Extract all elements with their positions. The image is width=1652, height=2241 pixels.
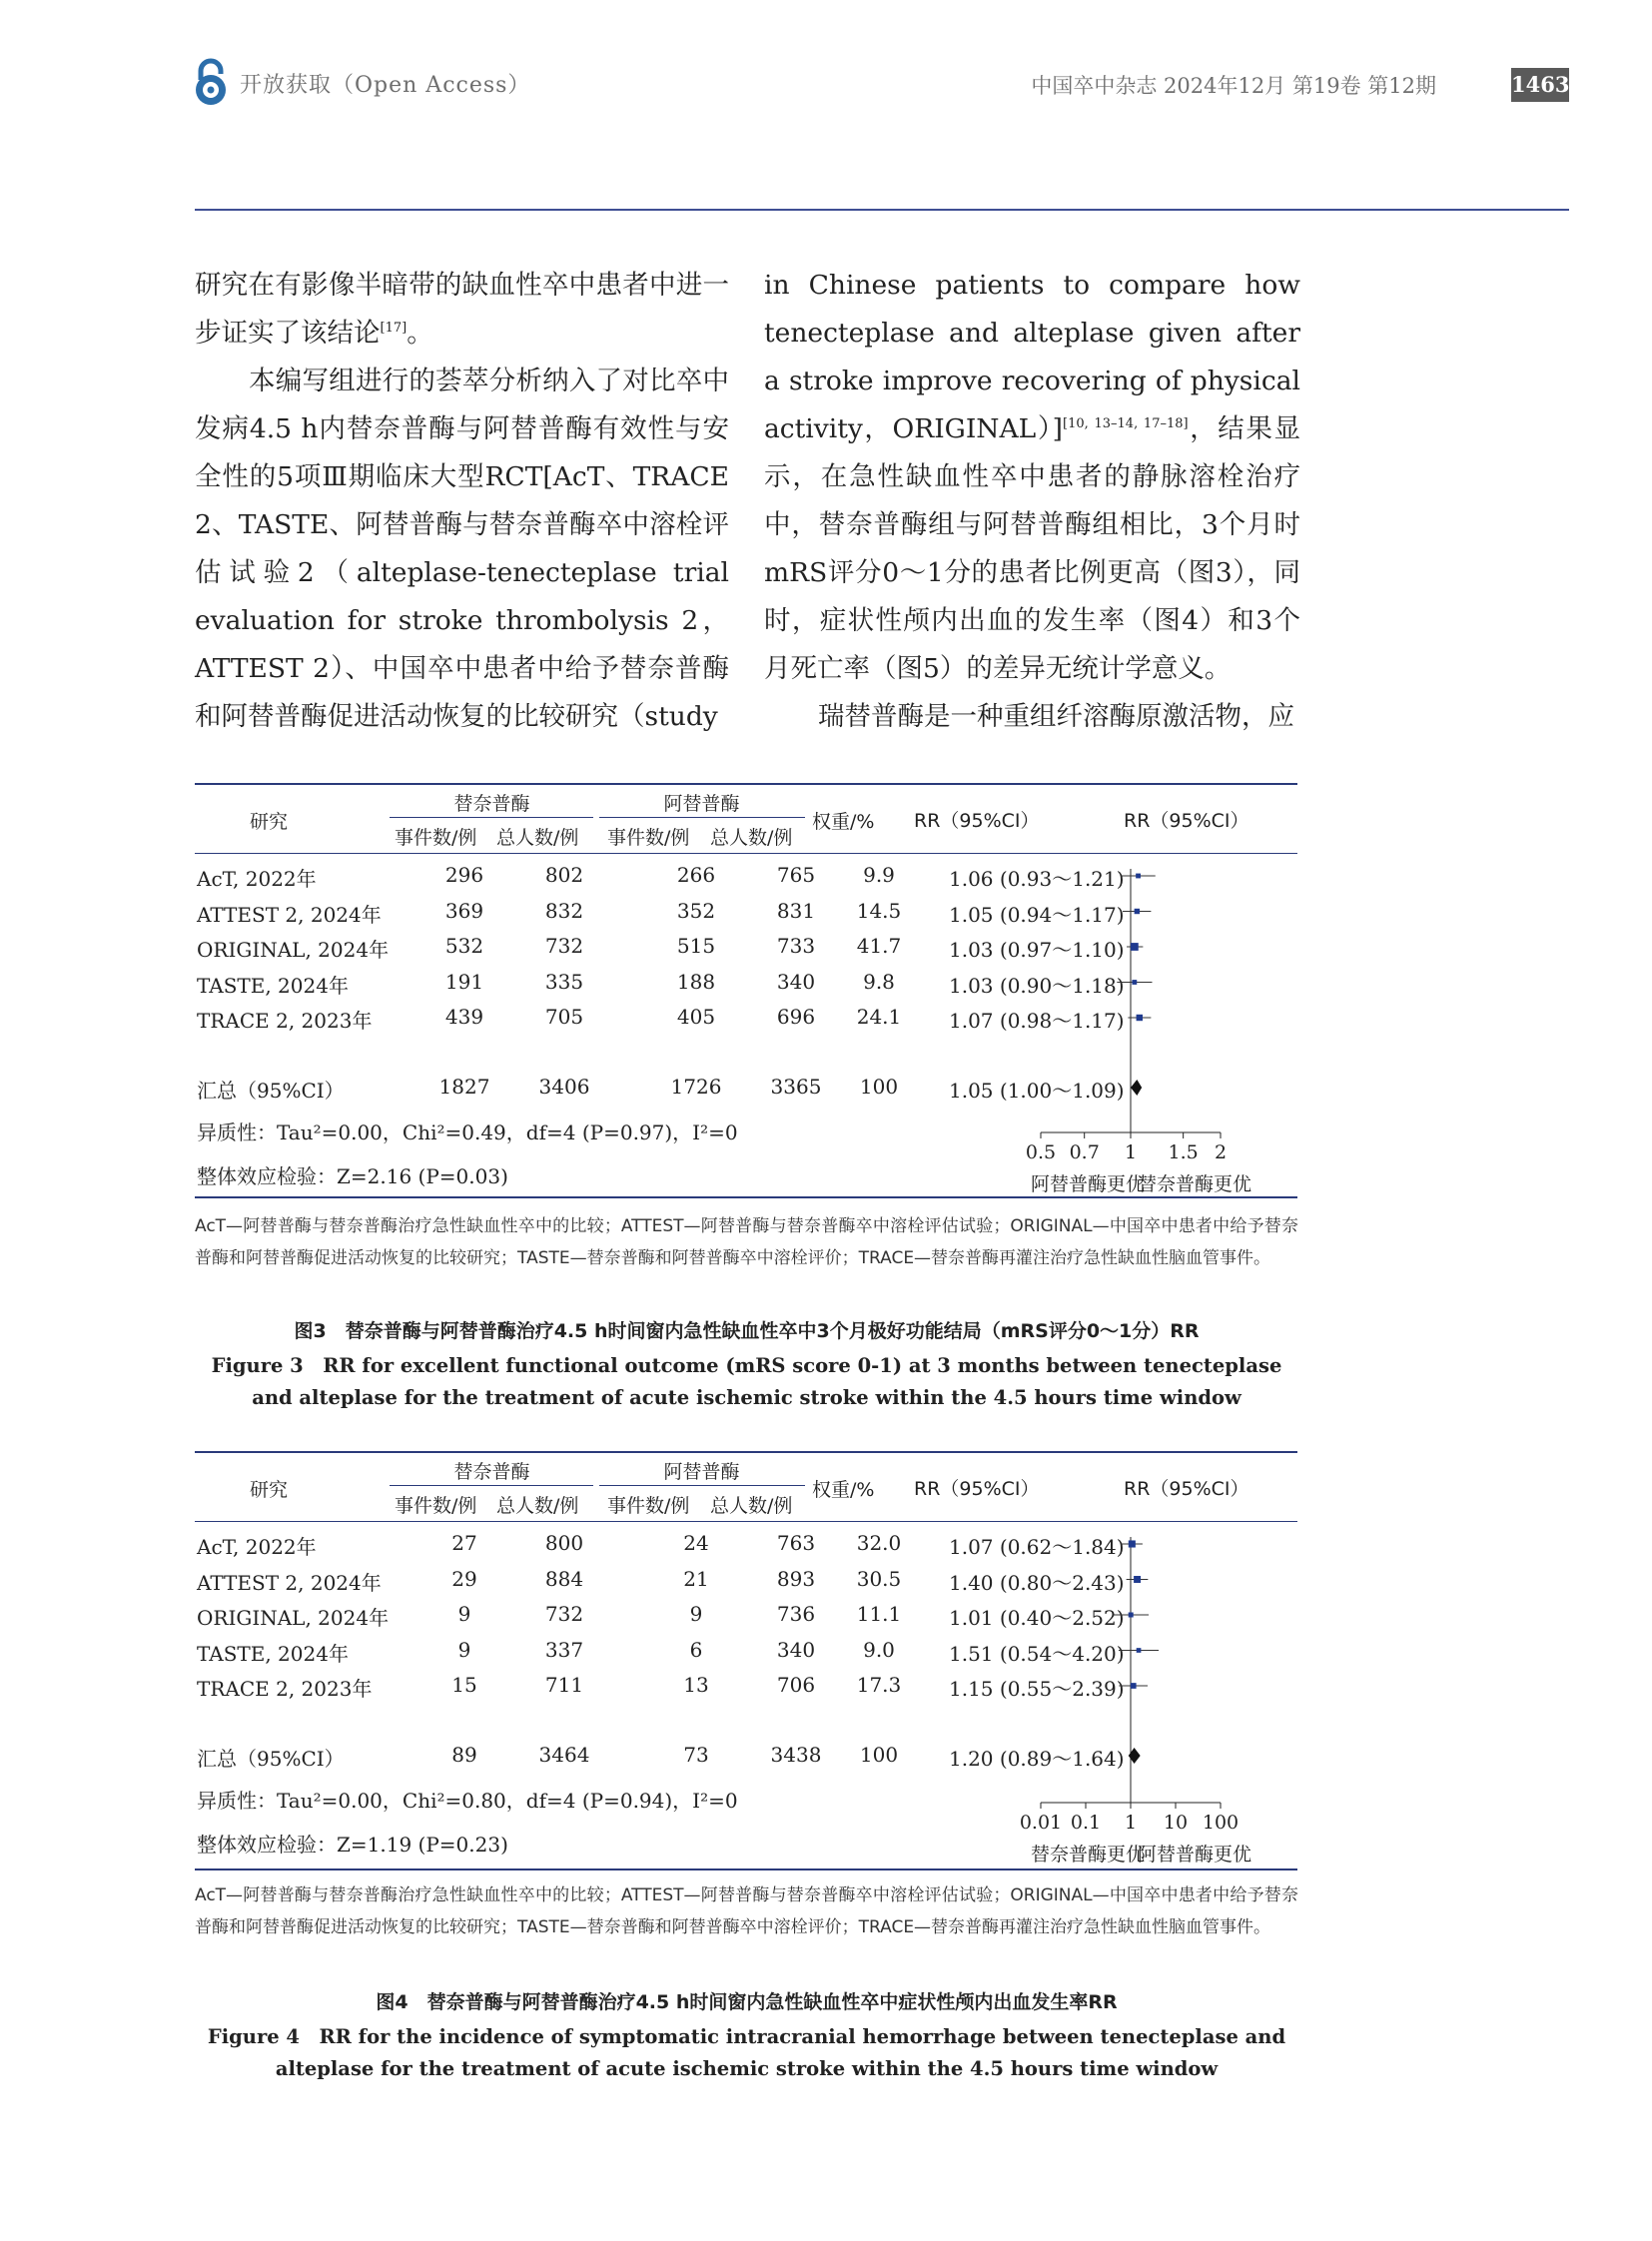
total-group1: 3464 [538,1743,590,1767]
figure-4-caption-cn: 图4 替奈普酶与阿替普酶治疗4.5 h时间窗内急性缺血性卒中症状性颅内出血发生率RR [376,1991,1118,2013]
column-header-group1: 替奈普酶 [453,793,530,815]
heterogeneity-stats: 异质性：Tau²=0.00，Chi²=0.49，df=4 (P=0.97)，I²=0 [197,1120,738,1144]
favors-right-label: 阿替普酶更优 [1138,1844,1252,1866]
events-group2: 515 [676,934,716,958]
total-group2: 340 [776,1637,816,1662]
events-group1: 89 [451,1743,477,1767]
figure-4-caption-en: Figure 4 RR for the incidence of symptomatic intracranial hemorrhage between tenecteplase and alteplase for the treatment of acute ischemic stroke within the 4.5 hours time window [207,2025,1286,2080]
column-header-events: 事件数/例 [607,1495,690,1517]
total-group1: 802 [544,863,584,887]
x-axis-tick-label: 0.1 [1070,1812,1102,1834]
paragraph [195,262,729,358]
weight: 100 [859,1743,899,1767]
favors-left-label: 替奈普酶更优 [1031,1844,1146,1866]
column-header-events: 事件数/例 [395,1495,477,1517]
group-header-rule [390,817,593,818]
events-group2: 188 [676,969,716,994]
events-group1: 9 [457,1637,471,1662]
weight: 100 [859,1075,899,1099]
total-group1: 335 [544,969,584,994]
x-axis-tick-label: 2 [1214,1141,1228,1163]
column-header-study: 研究 [250,811,289,833]
study-marker [1132,980,1137,985]
study-marker [1131,943,1139,951]
events-group1: 9 [457,1602,471,1626]
events-group1: 439 [444,1005,484,1029]
paragraph: 本编写组进行的荟萃分析纳入了对比卒中发病4.5 h内替奈普酶与阿替普酶有效性与安全性的5项Ⅲ期临床大型RCT[AcT、TRACE 2、TASTE、阿替普酶与替奈普酶卒中溶栓评估试验2（alteplase-tenecteplase trial evaluation for stroke thrombolysis 2，ATTEST 2）、中国卒中患者中给予替奈普酶和阿替普酶促进活动恢复的比较研究（study [195,366,729,732]
total-group1: 337 [544,1637,584,1662]
column-header-study: 研究 [250,1479,289,1501]
paragraph: 瑞替普酶是一种重组纤溶酶原激活物，应 [818,701,1294,732]
events-group2: 1726 [670,1075,722,1099]
total-group1: 732 [544,934,584,958]
open-access-label: 开放获取（Open Access） [240,73,531,98]
figure-3-caption-en: Figure 3 RR for excellent functional outcome (mRS score 0-1) at 3 months between tenecteplase and alteplase for the treatment of acute ischemic stroke within the 4.5 hours time window [211,1354,1282,1409]
weight: 30.5 [856,1566,902,1591]
total-group2: 733 [776,934,816,958]
citation: [10, 13–14, 17–18] [1063,416,1189,432]
forest-plot [984,783,1303,1198]
events-group2: 13 [683,1673,709,1697]
group-header-rule [599,817,805,818]
events-group1: 27 [451,1531,477,1555]
rr-ci: 1.40 (0.80～2.43) [949,1570,1125,1595]
header-rule [195,209,1569,211]
study-marker [1131,1683,1137,1689]
events-group1: 191 [444,969,484,994]
weight: 24.1 [856,1005,902,1029]
x-axis-tick-label: 1.5 [1168,1141,1199,1163]
column-header-rr: RR（95%CI） [914,1478,1040,1500]
column-header-weight: 权重/% [812,1479,875,1501]
x-axis-tick-label: 1 [1124,1141,1138,1163]
rr-ci: 1.20 (0.89～1.64) [949,1747,1125,1771]
rr-ci: 1.15 (0.55～2.39) [949,1677,1125,1701]
text: 。 [407,318,433,349]
events-group1: 15 [451,1673,477,1697]
rr-ci: 1.03 (0.97～1.10) [949,938,1125,962]
study-marker [1136,874,1141,879]
total-group2: 765 [776,863,816,887]
overall-effect-test: 整体效应检验：Z=1.19 (P=0.23) [197,1833,508,1857]
study-marker [1129,1613,1134,1618]
total-group2: 706 [776,1673,816,1697]
events-group2: 266 [676,863,716,887]
pooled-label: 汇总（95%CI） [197,1747,345,1771]
column-header-group2: 阿替普酶 [663,793,740,815]
events-group1: 369 [444,898,484,923]
total-group1: 732 [544,1602,584,1626]
column-header-events: 事件数/例 [607,827,690,849]
study-name: TASTE, 2024年 [197,1641,349,1666]
column-header-weight: 权重/% [812,811,875,833]
page-number: 1463 [1511,68,1569,102]
study-marker [1134,1576,1141,1583]
events-group2: 352 [676,898,716,923]
events-group2: 24 [683,1531,709,1555]
events-group1: 1827 [438,1075,490,1099]
column-header-group2: 阿替普酶 [663,1461,740,1483]
group-header-rule [599,1485,805,1486]
total-group2: 3438 [770,1743,822,1767]
column-header-total: 总人数/例 [496,1495,579,1517]
weight: 32.0 [856,1531,902,1555]
rr-ci: 1.51 (0.54～4.20) [949,1641,1125,1666]
x-axis-tick-label: 100 [1202,1812,1239,1834]
x-axis-tick-label: 0.01 [1019,1812,1063,1834]
events-group2: 9 [689,1602,703,1626]
events-group1: 29 [451,1566,477,1591]
favors-left-label: 阿替普酶更优 [1031,1173,1146,1195]
text: 研究在有影像半暗带的缺血性卒中患者中进一步证实了该结论 [195,270,729,349]
rr-ci: 1.03 (0.90～1.18) [949,973,1125,998]
events-group1: 532 [444,934,484,958]
total-group1: 711 [544,1673,584,1697]
column-header-rr-plot: RR（95%CI） [1124,810,1249,832]
study-name: TRACE 2, 2023年 [197,1009,373,1033]
study-marker [1135,909,1140,914]
forest-plot-figure-3 [195,783,1297,1198]
events-group2: 73 [683,1743,709,1767]
study-name: ORIGINAL, 2024年 [197,938,390,962]
weight: 14.5 [856,898,902,923]
rr-ci: 1.07 (0.98～1.17) [949,1009,1125,1033]
text: in Chinese patients to compare how tenecteplase and alteplase given after a stroke improve recovering of physical activity，ORIGINAL）] [764,270,1300,444]
journal-info: 中国卒中杂志 2024年12月 第19卷 第12期 [1031,74,1436,98]
rr-ci: 1.07 (0.62～1.84) [949,1535,1125,1559]
study-name: ATTEST 2, 2024年 [197,1570,382,1595]
events-group2: 21 [683,1566,709,1591]
weight: 9.9 [863,863,895,887]
favors-right-label: 替奈普酶更优 [1138,1173,1252,1195]
paragraph [764,262,1300,693]
events-group2: 6 [689,1637,703,1662]
weight: 17.3 [856,1673,902,1697]
pooled-diamond [1131,1080,1142,1096]
body-column-left [195,262,729,741]
heterogeneity-stats: 异质性：Tau²=0.00，Chi²=0.80，df=4 (P=0.94)，I²=0 [197,1789,738,1813]
rr-ci: 1.06 (0.93～1.21) [949,867,1125,891]
study-name: TASTE, 2024年 [197,973,349,998]
x-axis-tick-label: 0.5 [1025,1141,1057,1163]
figure-3-caption-cn: 图3 替奈普酶与阿替普酶治疗4.5 h时间窗内急性缺血性卒中3个月极好功能结局（mRS评分0～1分）RR [294,1320,1200,1342]
total-group1: 832 [544,898,584,923]
total-group2: 3365 [770,1075,822,1099]
column-header-rr-plot: RR（95%CI） [1124,1478,1249,1500]
citation: [17] [380,321,408,337]
figure-3-note: AcT—阿替普酶与替奈普酶治疗急性缺血性卒中的比较；ATTEST—阿替普酶与替奈普酶卒中溶栓评估试验；ORIGINAL—中国卒中患者中给予替奈普酶和阿替普酶促进活动恢复的比较研究；TASTE—替奈普酶和阿替普酶卒中溶栓评价；TRACE—替奈普酶再灌注治疗急性缺血性脑血管事件。 [195,1216,1298,1268]
total-group2: 893 [776,1566,816,1591]
total-group1: 3406 [538,1075,590,1099]
x-axis-tick-label: 1 [1124,1812,1138,1834]
study-marker [1137,1648,1142,1653]
study-marker [1129,1540,1136,1547]
column-header-events: 事件数/例 [395,827,477,849]
total-group1: 800 [544,1531,584,1555]
body-column-right [764,262,1300,741]
forest-plot [984,1451,1303,1870]
weight: 9.8 [863,969,895,994]
weight: 9.0 [863,1637,895,1662]
text: ，结果显示，在急性缺血性卒中患者的静脉溶栓治疗中，替奈普酶组与阿替普酶组相比，3个月时mRS评分0～1分的患者比例更高（图3），同时，症状性颅内出血的发生率（图4）和3个月死亡率（图5）的差异无统计学意义。 [764,413,1300,684]
study-name: AcT, 2022年 [197,867,317,891]
column-header-rr: RR（95%CI） [914,810,1040,832]
events-group2: 405 [676,1005,716,1029]
weight: 11.1 [856,1602,902,1626]
study-name: ATTEST 2, 2024年 [197,902,382,927]
weight: 41.7 [856,934,902,958]
rr-ci: 1.01 (0.40～2.52) [949,1606,1125,1630]
study-marker [1137,1015,1143,1021]
total-group2: 831 [776,898,816,923]
figure-4-note: AcT—阿替普酶与替奈普酶治疗急性缺血性卒中的比较；ATTEST—阿替普酶与替奈普酶卒中溶栓评估试验；ORIGINAL—中国卒中患者中给予替奈普酶和阿替普酶促进活动恢复的比较研究；TASTE—替奈普酶和阿替普酶卒中溶栓评价；TRACE—替奈普酶再灌注治疗急性缺血性脑血管事件。 [195,1885,1298,1937]
study-name: TRACE 2, 2023年 [197,1677,373,1701]
open-access-lock-icon [192,58,230,106]
column-header-group1: 替奈普酶 [453,1461,530,1483]
study-name: ORIGINAL, 2024年 [197,1606,390,1630]
x-axis-tick-label: 10 [1163,1812,1189,1834]
total-group2: 340 [776,969,816,994]
column-header-total: 总人数/例 [710,827,793,849]
total-group2: 736 [776,1602,816,1626]
total-group2: 696 [776,1005,816,1029]
total-group1: 884 [544,1566,584,1591]
pooled-label: 汇总（95%CI） [197,1079,345,1103]
forest-plot-figure-4 [195,1451,1297,1870]
study-name: AcT, 2022年 [197,1535,317,1559]
column-header-total: 总人数/例 [496,827,579,849]
rr-ci: 1.05 (1.00～1.09) [949,1079,1125,1103]
total-group1: 705 [544,1005,584,1029]
rr-ci: 1.05 (0.94～1.17) [949,902,1125,927]
overall-effect-test: 整体效应检验：Z=2.16 (P=0.03) [197,1164,508,1188]
column-header-total: 总人数/例 [710,1495,793,1517]
total-group2: 763 [776,1531,816,1555]
events-group1: 296 [444,863,484,887]
x-axis-tick-label: 0.7 [1069,1141,1100,1163]
group-header-rule [390,1485,593,1486]
